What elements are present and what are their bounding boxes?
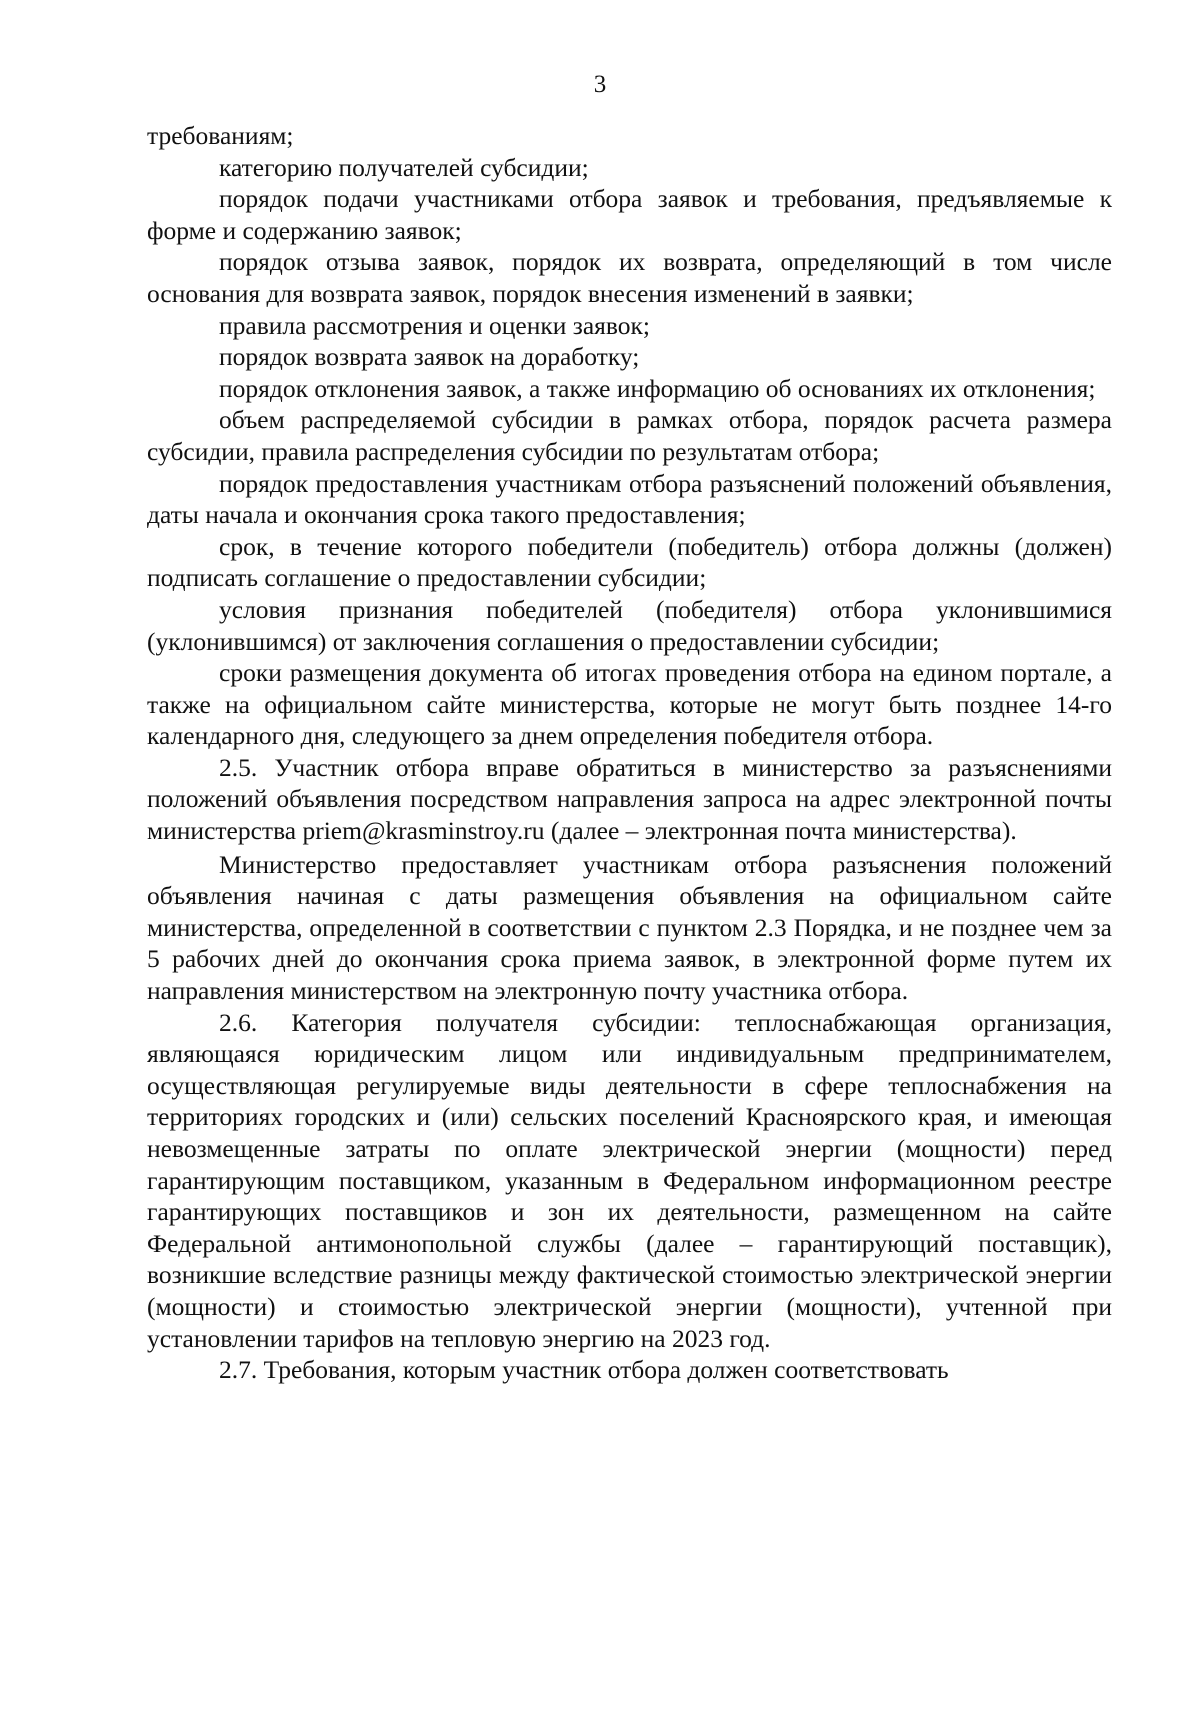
paragraph: правила рассмотрения и оценки заявок; <box>219 310 650 340</box>
section-2-5-paragraph: 2.5. Участник отбора вправе обратиться в министерство за разъяснениями положений объявления посредством направления запроса на адрес электронной почты министерства priem@krasminstroy.ru (далее – электронная почта министерства). <box>147 752 1112 846</box>
section-2-6-paragraph: 2.6. Категория получателя субсидии: теплоснабжающая организация, являющаяся юридическим лицом или индивидуальным предпринимателем, осуществляющая регулируемые виды деятельности в сфере теплоснабжения на территориях городских и (или) сельских поселений Красноярского края, и имеющая невозмещенные затраты по оплате электрической энергии (мощности) перед гарантирующим поставщиком, указанным в Федеральном информационном реестре гарантирующих поставщиков и зон их деятельности, размещенном на сайте Федеральной антимонопольной службы (далее – гарантирующий поставщик), возникшие вследствие разницы между фактической стоимостью электрической энергии (мощности) и стоимостью электрической энергии (мощности), учтенной при установлении тарифов на тепловую энергию на 2023 год. <box>147 1007 1112 1353</box>
page-number: 3 <box>593 71 607 98</box>
paragraph: категорию получателей субсидии; <box>219 152 589 182</box>
paragraph: порядок отклонения заявок, а также информацию об основаниях их отклонения; <box>219 373 1096 403</box>
document-body <box>147 120 1112 1386</box>
paragraph: порядок отзыва заявок, порядок их возврата, определяющий в том числе основания для возврата заявок, порядок внесения изменений в заявки; <box>147 247 1112 308</box>
paragraph: срок, в течение которого победители (победитель) отбора должны (должен) подписать соглашение о предоставлении субсидии; <box>147 531 1112 593</box>
paragraph: порядок подачи участниками отбора заявок и требования, предъявляемые к форме и содержанию заявок; <box>147 184 1112 245</box>
paragraph: объем распределяемой субсидии в рамках отбора, порядок расчета размера субсидии, правила распределения субсидии по результатам отбора; <box>147 405 1112 466</box>
paragraph: порядок предоставления участникам отбора разъяснений положений объявления, даты начала и окончания срока такого предоставления; <box>147 468 1112 530</box>
paragraph: требованиям; <box>147 121 294 150</box>
paragraph: порядок возврата заявок на доработку; <box>219 342 640 372</box>
section-2-7-paragraph: 2.7. Требования, которым участник отбора должен соответствовать <box>219 1355 949 1385</box>
paragraph: Министерство предоставляет участникам отбора разъяснения положений объявления начиная с даты размещения объявления на официальном сайте министерства, определенной в соответствии с пунктом 2.3 Порядка, и не позднее чем за 5 рабочих дней до окончания срока приема заявок, в электронной форме путем их направления министерством на электронную почту участника отбора. <box>147 849 1112 1006</box>
paragraph: сроки размещения документа об итогах проведения отбора на едином портале, а также на официальном сайте министерства, которые не могут быть позднее 14-го календарного дня, следующего за днем определения победителя отбора. <box>147 658 1112 751</box>
paragraph: условия признания победителей (победителя) отбора уклонившимися (уклонившимся) от заключения соглашения о предоставлении субсидии; <box>147 594 1112 656</box>
